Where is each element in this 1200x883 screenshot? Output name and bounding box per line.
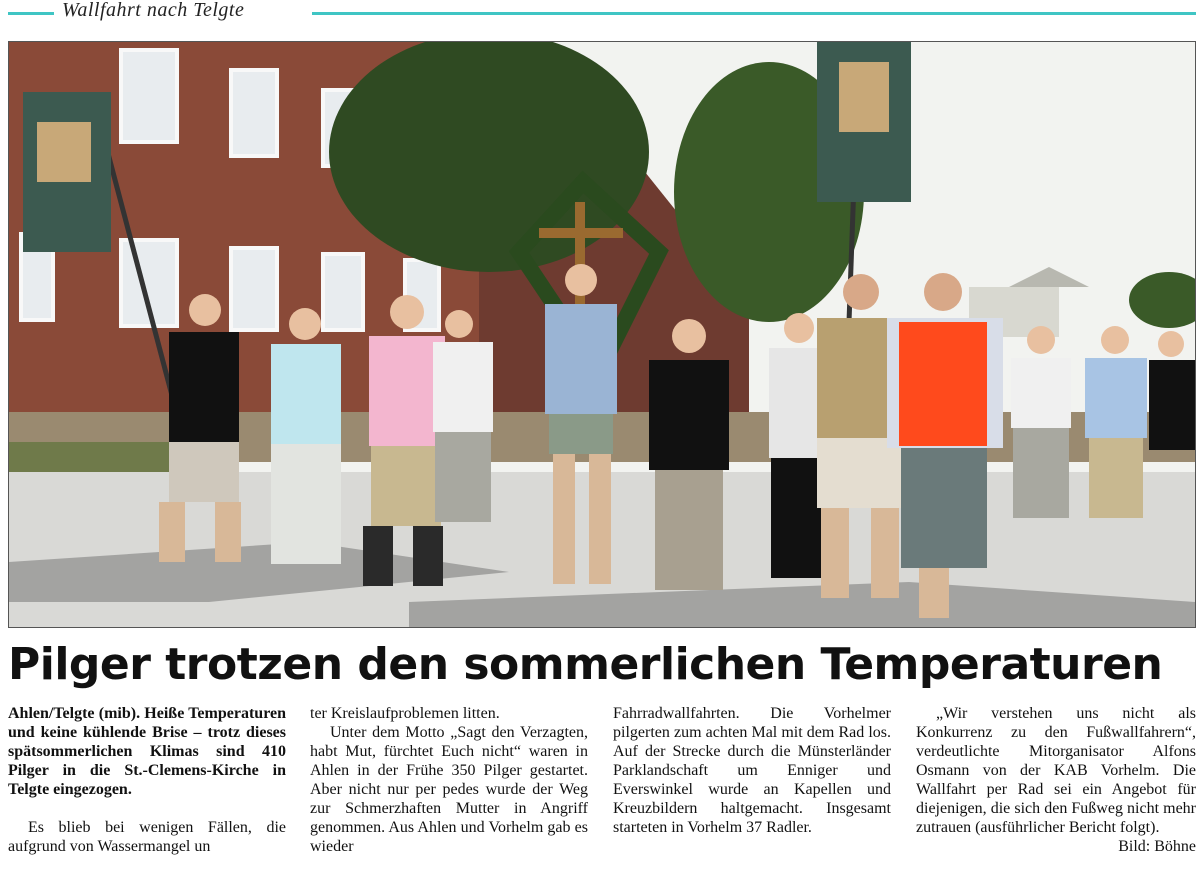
article-lead: Ahlen/Telgte (mib). Heiße Temperaturen und keine kühlende Brise – trotz dieses spätsommerlichen Klimas sind 410 Pilger in die St.-Clemens-Kirche in Telgte eingezogen. — [8, 705, 286, 798]
article-column-3 — [613, 704, 891, 837]
kicker-rule-left — [8, 12, 54, 15]
article-paragraph: „Wir verstehen uns nicht als Konkurrenz zu den Fußwallfahrern“, verdeutlichte Mitorganisator Alfons Osmann von der KAB Vorhelm. Die Wallfahrt per Rad sei ein Angebot für diejenigen, die sich den Fußweg nicht mehr zutrauen (ausführlicher Bericht folgt). — [916, 705, 1196, 836]
article-paragraph: Unter dem Motto „Sagt den Verzagten, habt Mut, fürchtet Euch nicht“ waren in Ahlen in der Frühe 350 Pilger gestartet. Aber nicht nur per pedes wurde der Weg zur Schmerzhaften Mutter in Angriff genommen. Aus Ahlen und Vorhelm gab es wieder — [310, 724, 588, 855]
kicker-rule-right — [312, 12, 1196, 15]
news-photo — [8, 41, 1196, 628]
article-column-1 — [8, 704, 286, 856]
headline: Pilger trotzen den sommerlichen Temperaturen — [8, 639, 1163, 690]
photo-credit: Bild: Böhne — [1118, 838, 1196, 855]
article-column-2 — [310, 704, 588, 856]
article-column-4 — [916, 704, 1196, 856]
kicker-label: Wallfahrt nach Telgte — [62, 0, 245, 21]
article-paragraph: ter Kreislaufproblemen litten. — [310, 705, 500, 722]
article-paragraph: Fahrradwallfahrten. Die Vorhelmer pilgerten zum achten Mal mit dem Rad los. Auf der Strecke durch die Münsterländer Parklandschaft um Enniger und Everswinkel wurde an Kapellen und Kreuzbildern haltgemacht. Insgesamt starteten in Vorhelm 37 Radler. — [613, 705, 891, 836]
article-paragraph: Es blieb bei wenigen Fällen, die aufgrund von Wassermangel un — [8, 819, 286, 855]
photo-procession-illustration — [9, 42, 1195, 627]
kicker-bar — [0, 0, 1200, 30]
